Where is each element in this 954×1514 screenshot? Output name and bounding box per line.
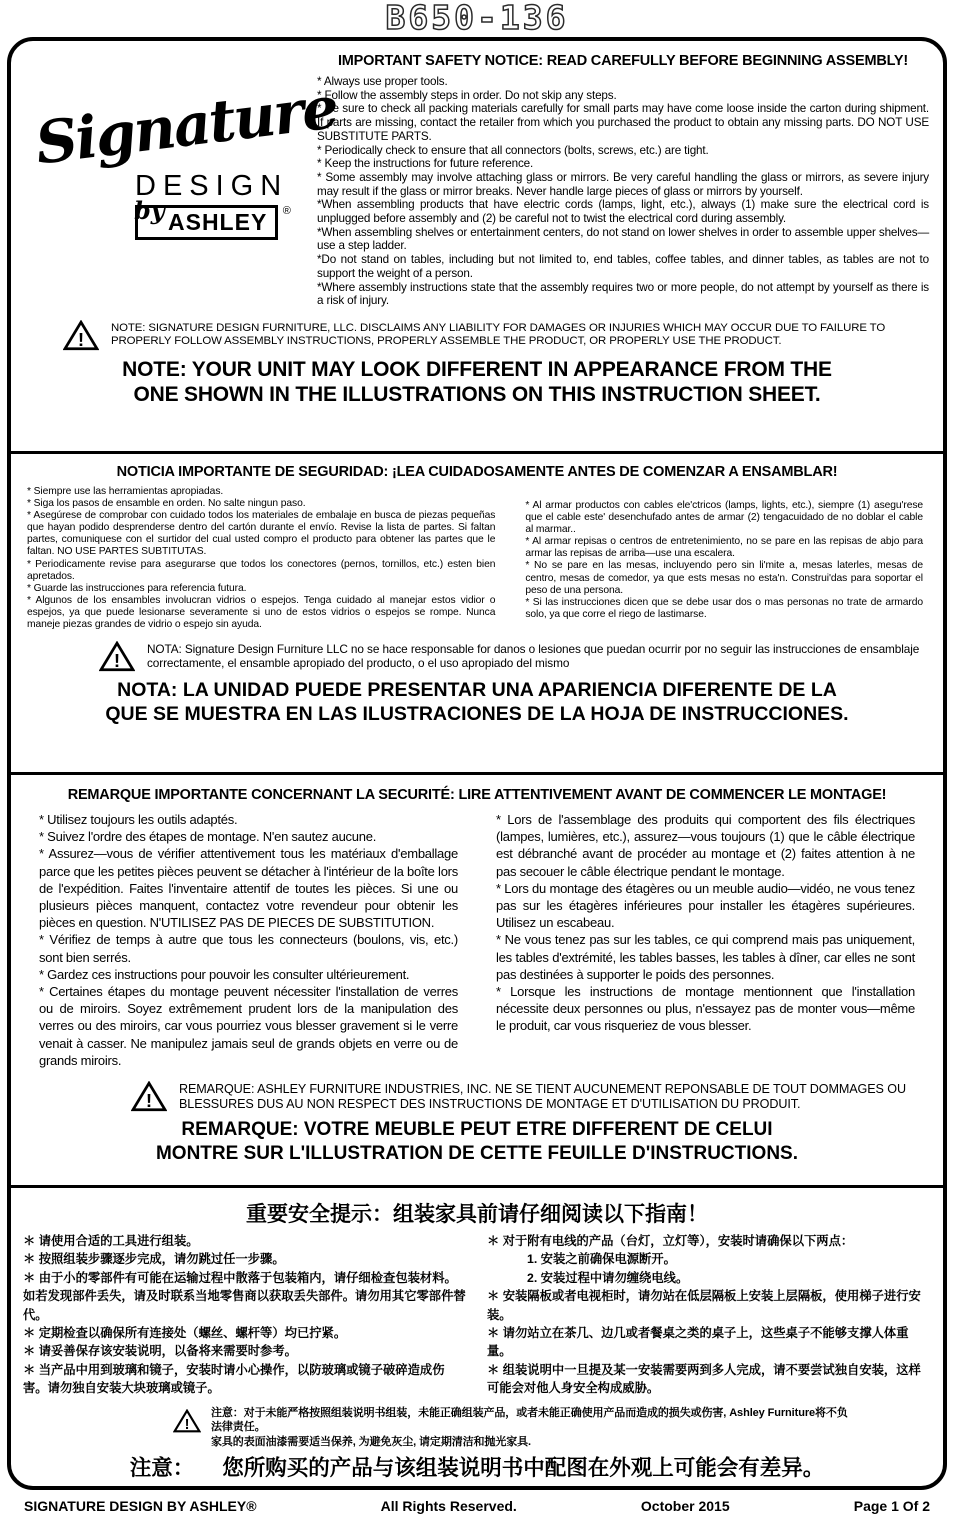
- bullet-item: ＊ 按照组装步骤逐步完成，请勿跳过任一步骤。: [23, 1252, 285, 1267]
- bullet-item: * Keep the instructions for future reference.: [317, 157, 534, 171]
- bullet-item: ＊ 当产品中用到玻璃和镜子，安装时请小心操作，以防玻璃或镜子破碎造成伤害。请勿独自安装大块玻璃或镜子。: [23, 1362, 445, 1396]
- bullet-item: * Follow the assembly steps in order. Do not skip any steps.: [317, 88, 617, 102]
- french-section-title: REMARQUE IMPORTANTE CONCERNANT LA SECURITÉ: LIRE ATTENTIVEMENT AVANT DE COMMENCER LE MONTAGE!: [67, 787, 887, 803]
- english-section-title: IMPORTANT SAFETY NOTICE: READ CAREFULLY BEFORE BEGINNING ASSEMBLY!: [337, 53, 909, 69]
- bullet-item: *Where assembly instructions state that the assembly requires two or more people, do not attempt by yourself as there is a risk of injury.: [317, 280, 929, 308]
- bullet-item: * Vérifiez de temps à autre que tous les connecteurs (boulons, vis, etc.) sont bien serrés.: [39, 932, 458, 965]
- bullet-item: ＊ 请勿站立在茶几、边几或者餐桌之类的桌子上，这些桌子不能够支撑人体重量。: [487, 1326, 909, 1359]
- bullet-item: * Si las instrucciones dicen que se debe usar dos o mas personas no trate de armardo solo, ya que corre el riego de lastimarse.: [525, 596, 923, 620]
- appearance-note-line: MONTRE SUR L'ILLUSTRATION DE CETTE FEUILLE D'INSTRUCTIONS.: [155, 1143, 798, 1165]
- warning-icon: [99, 641, 135, 672]
- warning-icon: [173, 1409, 201, 1433]
- bullet-item: *When assembling products that have electric cords (lamps, light, etc.), always (1) make sure the electrical cord is unplugged before assembly and (2) be careful not to twist the electrical cord during assembly.: [317, 198, 929, 226]
- bullet-item: * No se pare en las mesas, incluyendo pero sin li'mite a, mesas laterles, mesas de centro, mesas de comedor, ya que ests mesas no esta'n. Construi'das para soportar el peso de una persona.: [525, 560, 923, 596]
- logo-ashley-box: [134, 195, 278, 240]
- french-appearance-note: [39, 1118, 915, 1166]
- chinese-left-column: [23, 1232, 467, 1398]
- english-disclaimer-text: NOTE: SIGNATURE DESIGN FURNITURE, LLC. DISCLAIMS ANY LIABILITY FOR DAMAGES OR INJURIES WHICH MAY OCCUR DUE TO FAILURE TO PROPERLY FOLLOW ASSEMBLY INSTRUCTIONS, PROPERLY ASSEMBLE THE PRODUCT, OR PROPERLY USE THE PRODUCT.: [111, 322, 886, 348]
- chinese-disclaimer-line: 家具的表面油漆需要适当保养, 为避免灰尘, 请定期清洁和抛光家具.: [211, 1435, 531, 1448]
- bullet-item: * Be sure to check all packing materials carefully for small parts may have come loose inside the carton during shipment. If parts are missing, contact the retailer from which you purchased the product to obtain any missing parts. DO NOT USE SUBSTITUTE PARTS.: [317, 102, 929, 143]
- bullet-item: * Lors du montage des étagères ou un meuble audio—vidéo, ne vous tenez pas sur les étagères inférieures pour installer les étagères supérieures. Utilisez un escabeau.: [496, 880, 915, 931]
- model-number-title: [0, 0, 954, 36]
- svg-text:!: !: [77, 328, 85, 350]
- spanish-right-column: [511, 486, 927, 631]
- english-text-column: [313, 45, 937, 308]
- bullet-item: * Some assembly may involve attaching glass or mirrors. Be very careful handling the glass or mirrors, as severe injury may result if the glass or mirror breaks. Never handle large pieces of glass or mirrors by yourself.: [317, 170, 929, 198]
- appearance-note-line: NOTE: YOUR UNIT MAY LOOK DIFFERENT IN APPEARANCE FROM THE: [122, 357, 832, 381]
- section-english: [11, 41, 943, 451]
- footer-rights: All Rights Reserved.: [380, 1498, 517, 1514]
- chinese-appearance-note: [23, 1451, 931, 1482]
- logo-ashley-row: [134, 195, 313, 240]
- appearance-note-prefix: 注意：: [129, 1456, 195, 1481]
- french-left-column: [39, 811, 458, 1069]
- bullet-item: * Gardez ces instructions pour pouvoir les consulter ultérieurement.: [39, 966, 410, 982]
- french-disclaimer-text: REMARQUE: ASHLEY FURNITURE INDUSTRIES, INC. NE SE TIENT AUCUNEMENT REPONSABLE DE TOUT DOMMAGES OU BLESSURES DUS AU NON RESPECT DES INSTRUCTIONS DE MONTAGE ET D'UTILISATION DU PRODUIT.: [179, 1081, 906, 1111]
- english-bullet-list: [317, 75, 929, 308]
- bullet-item: * Always use proper tools.: [317, 75, 448, 88]
- appearance-note-line: NOTA: LA UNIDAD PUEDE PRESENTAR UNA APARIENCIA DIFERENTE DE LA: [117, 679, 837, 702]
- warning-icon: [131, 1081, 167, 1112]
- footer-brand: SIGNATURE DESIGN BY ASHLEY®: [24, 1498, 257, 1514]
- appearance-note-line: ONE SHOWN IN THE ILLUSTRATIONS ON THIS INSTRUCTION SHEET.: [133, 383, 821, 407]
- spanish-columns: [27, 486, 927, 631]
- bullet-item: * Lors de l'assemblage des produits qui comportent des fils électriques (lampes, lumières, etc.), assurez—vous toujours (1) que le câble électrique est débranché avant de procéder au montage et (2) faites attention à ne pas secouer le câble électrique pendant le montage.: [496, 812, 915, 879]
- section-chinese: [11, 1188, 943, 1486]
- section-french: [11, 775, 943, 1185]
- bullet-item: * Periodically check to ensure that all connectors (bolts, screws, etc.) are tight.: [317, 143, 709, 157]
- svg-text:!: !: [184, 1416, 190, 1433]
- english-top-row: [17, 45, 937, 308]
- french-right-column: [496, 811, 915, 1069]
- chinese-right-column: [487, 1232, 931, 1398]
- model-number-text: B650-136: [385, 0, 569, 36]
- bullet-item: * Suivez l'ordre des étapes de montage. N'en sautez aucune.: [39, 829, 377, 845]
- registered-mark-icon: ®: [282, 204, 291, 217]
- french-columns: [39, 811, 915, 1069]
- french-disclaimer-row: [131, 1081, 915, 1112]
- english-disclaimer-row: [63, 320, 937, 351]
- chinese-columns: [23, 1232, 931, 1398]
- main-border-box: [7, 37, 947, 1490]
- logo-signature-script: Signature: [31, 73, 341, 178]
- appearance-note-text: 您所购买的产品与该组装说明书中配图在外观上可能会有差异。: [222, 1456, 825, 1481]
- bullet-item: * Asegúrese de comprobar con cuidado todos los materiales de embalaje en busca de piezas pequeñas que hayan podido desprenderse dentro del cartón durante el envío. Revise la lista de partes. Si faltan partes, comuniquese con el surtidor del cual usted compro el producto para obtener las partes que le faltan. NO USE PARTES SUBTITUTAS.: [27, 510, 496, 558]
- bullet-item: ＊ 定期检查以确保所有连接处（螺丝、螺杆等）均已拧紧。: [23, 1326, 347, 1341]
- bullet-item: * Periodicamente revise para asegurarse que todos los conectores (pernos, tornillos, etc.) esten bien apretados.: [27, 558, 496, 582]
- bullet-item: * Assurez—vous de vérifier attentivement tous les matériaux d'emballage parce que les petites pièces peuvent se détacher à l'intérieur de la boîte lors de l'expédition. Faites l'inventaire attentif de toutes les pièces. Si une ou plusieurs pièces manquent, contactez votre revendeur pour obtenir les pièces en question. N'UTILISEZ PAS DE PIECES DE SUBSTITUTION.: [39, 846, 458, 931]
- bullet-item: * Guarde las instrucciones para referencia futura.: [27, 582, 247, 594]
- bullet-item: ＊ 请妥善保存该安装说明，以备将来需要时参考。: [23, 1344, 297, 1359]
- appearance-note-line: QUE SE MUESTRA EN LAS ILUSTRACIONES DE LA HOJA DE INSTRUCCIONES.: [105, 703, 849, 726]
- bullet-item: * Al armar productos con cables ele'ctricos (lamps, lights, etc.), siempre (1) asegu'rese que el cable este' desenchufado antes de armar (2) tengacuidado de no doblar el cable al marmar..: [525, 500, 923, 536]
- spanish-disclaimer-row: [99, 641, 927, 672]
- chinese-section-title: 重要安全提示：组装家具前请仔细阅读以下指南！: [246, 1203, 708, 1226]
- numbered-sub-item: 1. 安装之前确保电源断开。: [527, 1252, 676, 1267]
- page-footer: [0, 1490, 954, 1514]
- chinese-disclaimer-line: 注意：对于未能严格按照组装说明书组装，未能正确组装产品，或者未能正确使用产品而造成的损失或伤害, Ashley Furniture将不负法律责任。: [211, 1406, 848, 1434]
- bullet-item: * Siempre use las herramientas apropiadas.: [27, 486, 224, 497]
- spanish-disclaimer-text: NOTA: Signature Design Furniture LLC no se hace responsable for danos o lesiones que puedan ocurrir por no seguir las instrucciones de ensamblaje correctamente, el ensamble apropiado del producto, o el uso apropiado del mismo: [147, 642, 920, 670]
- svg-text:!: !: [145, 1090, 153, 1112]
- bullet-item: ＊ 由于小的零部件有可能在运输过程中散落于包装箱内，请仔细检查包装材料。如若发现部件丢失，请及时联系当地零售商以获取丢失部件。请勿用其它零部件替代。: [23, 1270, 466, 1322]
- english-appearance-note: [17, 357, 937, 408]
- bullet-item: * Algunos de los ensambles involucran vidrios o espejos. Tenga cuidado al manejar estos vidior o espejos, ya que puede lesionarse severamente si uno de estos vidrios o espejos se rompe. Nunca maneje piezas grandes de vidrio o espejo sin ayuda.: [27, 594, 496, 631]
- logo-by-text: by: [134, 195, 165, 225]
- footer-page-number: Page 1 Of 2: [853, 1498, 930, 1514]
- bullet-item: *Do not stand on tables, including but not limited to, end tables, coffee tables, and dinner tables, as tables are not to support the weight of a person.: [317, 253, 929, 280]
- bullet-item: *When assembling shelves or entertainment centers, do not stand on lower shelves in order to assemble upper shelves—use a step ladder.: [317, 225, 929, 253]
- bullet-item: ＊ 请使用合适的工具进行组装。: [23, 1234, 199, 1248]
- brand-logo: [17, 45, 341, 308]
- appearance-note-line: REMARQUE: VOTRE MEUBLE PEUT ETRE DIFFERENT DE CELUI: [181, 1119, 773, 1141]
- spanish-left-column: [27, 486, 495, 631]
- chinese-disclaimer-text: [211, 1406, 851, 1450]
- svg-text:!: !: [113, 650, 121, 672]
- bullet-item: ＊ 对于附有电线的产品（台灯，立灯等），安装时请确保以下两点：: [487, 1234, 854, 1248]
- bullet-item: * Al armar repisas o centros de entretenimiento, no se pare en las repisas de abjo para armar las repisas de arriba—use una escalera.: [525, 536, 923, 560]
- numbered-sub-item: 2. 安装过程中请勿缠绕电线。: [527, 1270, 689, 1285]
- spanish-appearance-note: [27, 678, 927, 726]
- section-spanish: [11, 454, 943, 772]
- logo-ashley-text: ASHLEY: [168, 208, 268, 235]
- spanish-section-title: NOTICIA IMPORTANTE DE SEGURIDAD: ¡LEA CUIDADOSAMENTE ANTES DE COMENZAR A ENSAMBLAR!: [116, 464, 838, 480]
- warning-icon: [63, 320, 99, 351]
- bullet-item: ＊ 组装说明中一旦提及某一安装需要两到多人完成，请不要尝试独自安装，这样可能会对他人身安全构成威胁。: [487, 1362, 921, 1396]
- bullet-item: * Siga los pasos de ensamble en orden. No salte ningun paso.: [27, 498, 306, 510]
- chinese-disclaimer-row: [173, 1406, 931, 1450]
- bullet-item: * Ne vous tenez pas sur les tables, ce qui comprend mais pas uniquement, les tables d'extrémité, les tables basses, les tables à dîner, car elles ne sont pas destinées à supporter le poids des personnes.: [496, 932, 915, 982]
- bullet-item: * Utilisez toujours les outils adaptés.: [39, 812, 238, 827]
- bullet-item: * Certaines étapes du montage peuvent nécessiter l'installation de verres ou de miroirs. Soyez extrêmement prudent lors de la manipulation des verres ou des miroirs, car vous pourriez vous blesser gravement si le verre venait à casser. Ne manipulez jamais seul de grands objets en verre ou de grands miroirs.: [39, 984, 458, 1068]
- footer-date: October 2015: [640, 1498, 730, 1514]
- bullet-item: * Lorsque les instructions de montage mentionnent que l'installation nécessite deux personnes ou plus, n'essayez pas de monter vous—même le produit, car vous risqueriez de vous blesser.: [496, 984, 915, 1034]
- bullet-item: ＊ 安装隔板或者电视柜时，请勿站在低层隔板上安装上层隔板，使用梯子进行安装。: [487, 1289, 921, 1322]
- logo-design-text: DESIGN: [135, 169, 289, 202]
